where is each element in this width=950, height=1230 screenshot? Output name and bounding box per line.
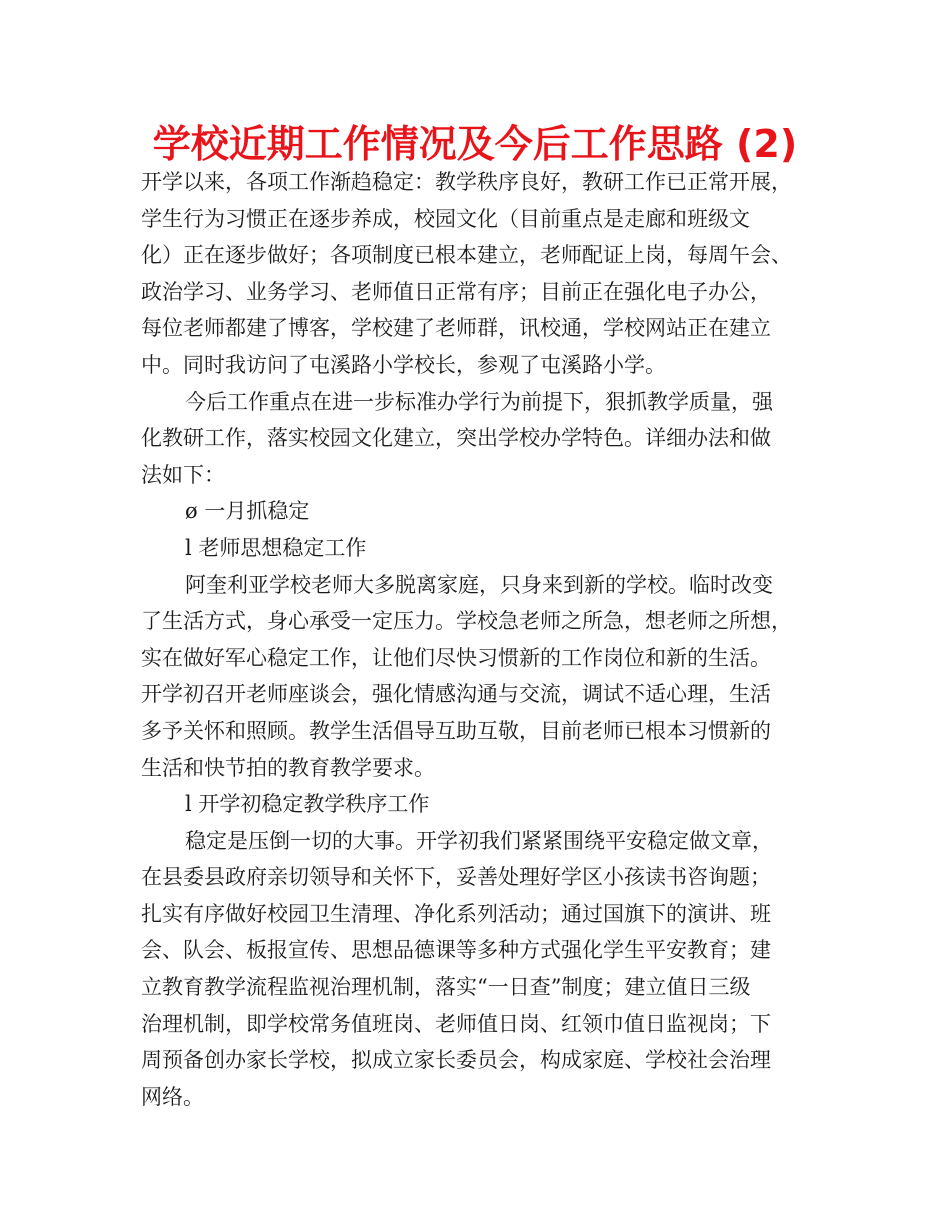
paragraph-line: 法如下：	[141, 462, 225, 487]
document-body	[141, 164, 821, 1115]
paragraph-line: 每位老师都建了博客，学校建了老师群，讯校通，学校网站正在建立	[141, 316, 771, 341]
paragraph-line: 了生活方式，身心承受一定压力。学校急老师之所急，想老师之所想，	[141, 609, 792, 634]
paragraph-line: 中。同时我访问了屯溪路小学校长，参观了屯溪路小学。	[141, 352, 666, 377]
document-title: 学校近期工作情况及今后工作思路 (2)	[152, 122, 798, 166]
paragraph-line: 开学初召开老师座谈会，强化情感沟通与交流，调试不适心理，生活	[141, 682, 771, 707]
paragraph-line: 多予关怀和照顾。教学生活倡导互助互敬，目前老师已根本习惯新的	[141, 718, 771, 743]
paragraph-line: 政治学习、业务学习、老师值日正常有序；目前正在强化电子办公，	[141, 279, 771, 304]
paragraph-line: 学生行为习惯正在逐步养成，校园文化（目前重点是走廊和班级文	[141, 206, 750, 231]
paragraph-line: 化）正在逐步做好；各项制度已根本建立，老师配证上岗，每周午会、	[141, 243, 792, 268]
paragraph-line: 扎实有序做好校园卫生清理、净化系列活动；通过国旗下的演讲、班	[141, 901, 771, 926]
paragraph-line: 今后工作重点在进一步标准办学行为前提下，狠抓教学质量，强	[185, 389, 773, 414]
paragraph-line: 生活和快节拍的教育教学要求。	[141, 755, 435, 780]
paragraph-line: 在县委县政府亲切领导和关怀下，妥善处理好学区小孩读书咨询题；	[141, 865, 771, 890]
paragraph-line: 化教研工作，落实校园文化建立，突出学校办学特色。详细办法和做	[141, 426, 771, 451]
bullet-heading: ø 一月抓稳定	[185, 499, 310, 524]
section-heading: l 开学初稳定教学秩序工作	[185, 792, 430, 817]
paragraph-line: 立教育教学流程监视治理机制，落实“一日查”制度；建立值日三级	[141, 975, 751, 1000]
paragraph-line: 网络。	[141, 1084, 204, 1109]
section-heading: l 老师思想稳定工作	[185, 535, 367, 560]
paragraph-line: 开学以来，各项工作渐趋稳定：教学秩序良好，教研工作已正常开展，	[141, 170, 792, 194]
paragraph-line: 治理机制，即学校常务值班岗、老师值日岗、红领巾值日监视岗；下	[141, 1011, 771, 1036]
paragraph-line: 周预备创办家长学校，拟成立家长委员会，构成家庭、学校社会治理	[141, 1048, 771, 1073]
paragraph-line: 稳定是压倒一切的大事。开学初我们紧紧围绕平安稳定做文章，	[185, 828, 773, 853]
paragraph-line: 会、队会、板报宣传、思想品德课等多种方式强化学生平安教育；建	[141, 938, 771, 963]
paragraph-line: 阿奎利亚学校老师大多脱离家庭，只身来到新的学校。临时改变	[185, 572, 773, 597]
paragraph-line: 实在做好军心稳定工作，让他们尽快习惯新的工作岗位和新的生活。	[141, 645, 771, 670]
